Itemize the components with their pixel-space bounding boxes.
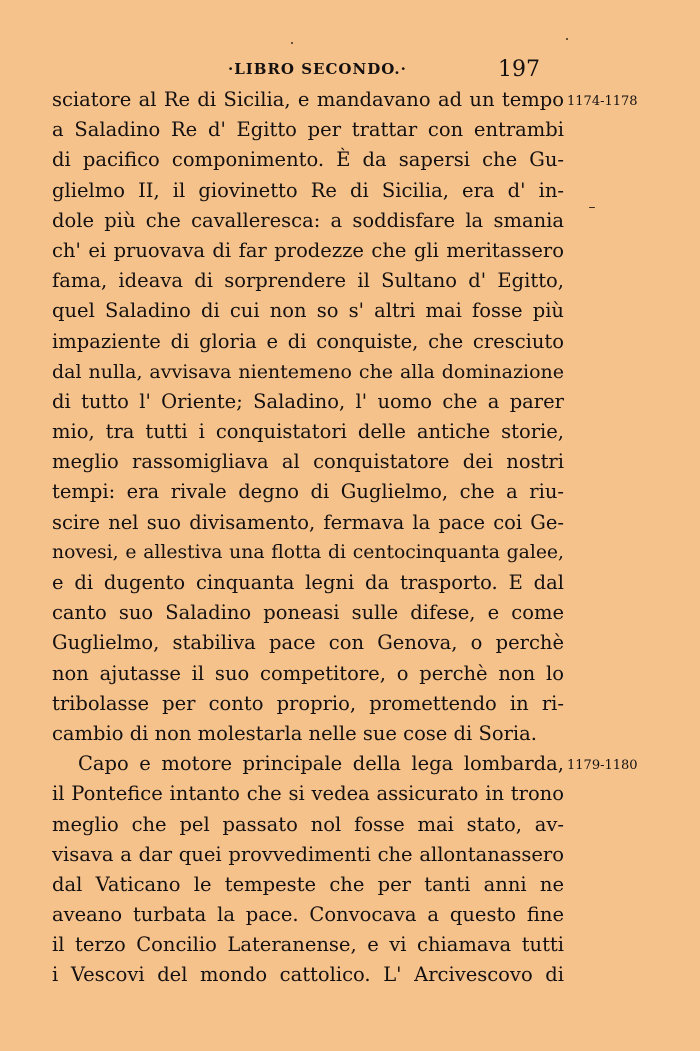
text-line: il Pontefice intanto che si vedea assicurato in trono: [52, 782, 564, 806]
print-speck: [589, 207, 595, 208]
body-text: [52, 85, 564, 991]
text-line: aveano turbata la pace. Convocava a questo fine: [52, 903, 564, 927]
text-line: il terzo Concilio Lateranense, e vi chiamava tutti: [52, 933, 564, 957]
text-line: meglio che pel passato nol fosse mai stato, av-: [52, 812, 564, 836]
text-line: fama, ideava di sorprendere il Sultano d' Egitto,: [52, 269, 564, 293]
text-line: sciatore al Re di Sicilia, e mandavano ad un tempo: [52, 88, 564, 111]
running-title: ·LIBRO SECONDO.·: [228, 60, 407, 78]
paragraph-1: [52, 85, 564, 749]
text-line: di pacifico componimento. È da sapersi che Gu-: [52, 148, 564, 172]
text-line: a Saladino Re d' Egitto per trattar con entrambi: [52, 118, 564, 142]
text-line: canto suo Saladino poneasi sulle difese, e come: [52, 601, 564, 625]
text-line: Capo e motore principale della lega lombarda,: [78, 752, 564, 776]
text-line: i Vescovi del mondo cattolico. L' Arcivescovo di: [52, 963, 564, 987]
paragraph-2: [52, 749, 564, 991]
margin-date-note: 1179-1180: [567, 758, 638, 773]
text-line: Guglielmo, stabiliva pace con Genova, o perchè: [52, 631, 564, 655]
text-line: tempi: era rivale degno di Guglielmo, che a riu-: [52, 480, 564, 504]
text-line: quel Saladino di cui non so s' altri mai fosse più: [52, 299, 564, 323]
margin-date-note: 1174-1178: [567, 94, 638, 109]
print-speck: [566, 38, 568, 40]
text-line: non ajutasse il suo competitore, o perchè non lo: [52, 661, 564, 685]
text-line: dal Vaticano le tempeste che per tanti anni ne: [52, 872, 564, 896]
text-line: novesi, e allestiva una flotta di centocinquanta galee,: [52, 541, 564, 563]
text-line: tribolasse per conto proprio, promettendo in ri-: [52, 691, 564, 715]
text-line: mio, tra tutti i conquistatori delle antiche storie,: [52, 420, 564, 444]
text-line: scire nel suo divisamento, fermava la pace coi Ge-: [52, 510, 564, 534]
text-line: visava a dar quei provvedimenti che allontanassero: [52, 842, 564, 866]
text-line: ch' ei pruovava di far prodezze che gli meritassero: [52, 238, 564, 262]
page-header: [0, 57, 700, 84]
text-line: di tutto l' Oriente; Saladino, l' uomo che a parer: [52, 389, 564, 413]
text-line: dal nulla, avvisava nientemeno che alla dominazione: [52, 360, 564, 383]
text-line: impaziente di gloria e di conquiste, che cresciuto: [52, 329, 564, 353]
text-line: dole più che cavalleresca: a soddisfare la smania: [52, 208, 564, 232]
text-line: e di dugento cinquanta legni da trasporto. E dal: [52, 571, 564, 594]
text-line: cambio di non molestarla nelle sue cose di Soria.: [52, 721, 537, 745]
text-line: meglio rassomigliava al conquistatore dei nostri: [52, 450, 564, 474]
page-number: 197: [498, 57, 540, 82]
text-line: glielmo II, il giovinetto Re di Sicilia, era d' in-: [52, 178, 564, 202]
print-speck: [291, 42, 293, 44]
